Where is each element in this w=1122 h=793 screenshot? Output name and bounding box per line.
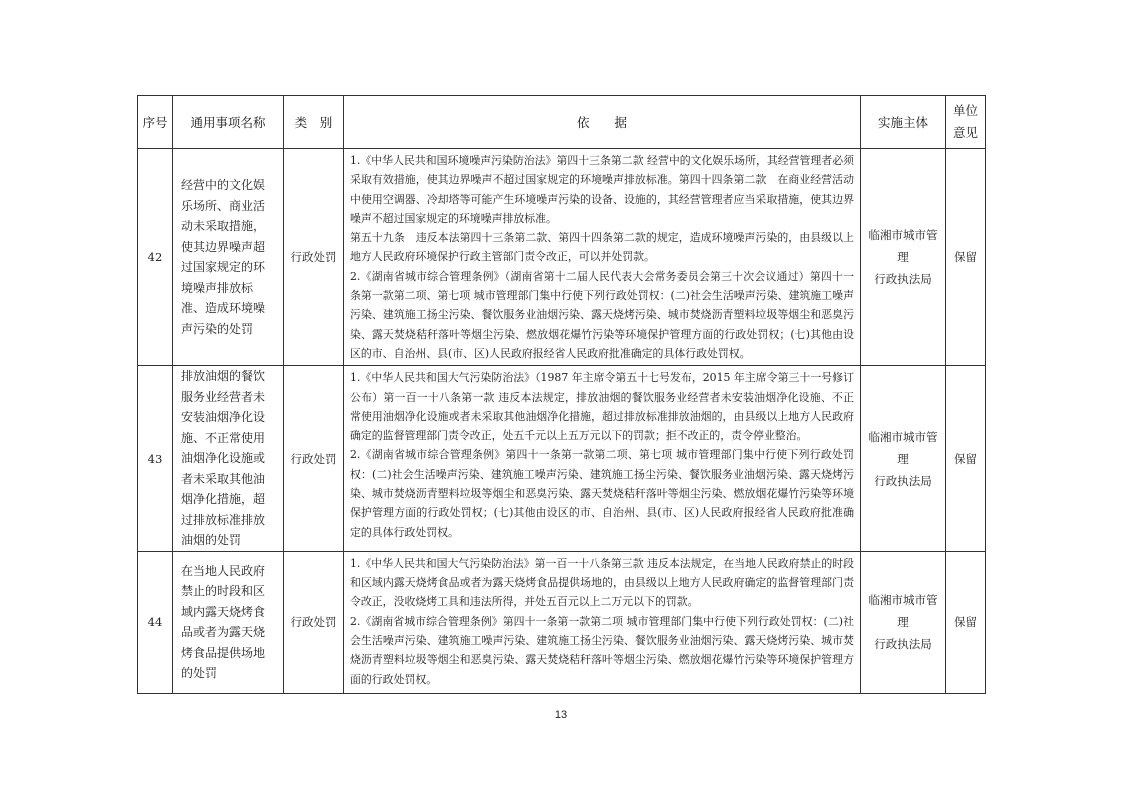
row-index: 44	[138, 551, 173, 693]
header-category: 类 别	[284, 96, 344, 149]
item-basis	[344, 366, 861, 552]
agency-line2: 行政执法局	[874, 637, 932, 652]
item-name: 在当地人民政府禁止的时段和区域内露天烧烤食品或者为露天烧烤食品提供场地的处罚	[173, 551, 284, 693]
header-opinion	[946, 96, 986, 149]
page-number: 13	[554, 709, 568, 721]
basis-paragraph: 1.《中华人民共和国环境噪声污染防治法》第四十三条第二款 经营中的文化娱乐场所，其经营管理者必须采取有效措施，使其边界噪声不超过国家规定的环境噪声排放标准。第四十四条第二款 在商业经营活动中使用空调器、冷却塔等可能产生环境噪声污染的设备、设施的，其经营管理者应当采取措施，使其边界噪声不超过国家规定的环境噪声排放标准。	[350, 154, 854, 225]
header-name: 通用事项名称	[173, 96, 284, 149]
agency-line1: 临湘市城市管理	[868, 228, 938, 265]
header-opinion-line1: 单位	[952, 103, 978, 118]
item-agency	[861, 551, 946, 693]
basis-paragraph: 2.《湖南省城市综合管理条例》第四十一条第一款第二项、第七项 城市管理部门集中行使下列行政处罚权：(二)社会生活噪声污染、建筑施工噪声污染、建筑施工扬尘污染、餐饮服务业油烟污染、露天烧烤污染、城市焚烧沥青塑料垃圾等烟尘和恶臭污染、露天焚烧秸秆落叶等烟尘污染、燃放烟花爆竹污染等环境保护管理方面的行政处罚权；(七)其他由设区的市、自治州、县(市、区)人民政府报经省人民政府批准确定的具体行政处罚权。	[350, 448, 854, 539]
item-category: 行政处罚	[284, 366, 344, 552]
items-table	[137, 95, 986, 694]
item-agency	[861, 149, 946, 366]
table-row	[138, 149, 986, 366]
item-agency	[861, 366, 946, 552]
basis-paragraph: 1.《中华人民共和国大气污染防治法》第一百一十八条第三款 违反本法规定，在当地人民政府禁止的时段和区域内露天烧烤食品或者为露天烧烤食品提供场地的，由县级以上地方人民政府确定的监督管理部门责令改正，没收烧烤工具和违法所得，并处五百元以上二万元以下的罚款。	[350, 556, 854, 609]
table-row	[138, 366, 986, 552]
row-index: 42	[138, 149, 173, 366]
item-category: 行政处罚	[284, 149, 344, 366]
basis-paragraph: 1.《中华人民共和国大气污染防治法》（1987 年主席令第五十七号发布，2015 年主席令第三十一号修订公布）第一百一十八条第一款 违反本法规定，排放油烟的餐饮服务业经营者未安装油烟净化设施、不正常使用油烟净化设施或者未采取其他油烟净化措施，超过排放标准排放油烟的，由县级以上地方人民政府确定的监督管理部门责令改正，处五千元以上五万元以下的罚款；拒不改正的，责令停业整治。	[350, 371, 854, 443]
item-category: 行政处罚	[284, 551, 344, 693]
item-basis	[344, 551, 861, 693]
basis-paragraph: 2.《湖南省城市综合管理条例》（湖南省第十二届人民代表大会常务委员会第三十次会议通过）第四十一条第一款第二项、第七项 城市管理部门集中行使下列行政处罚权：(二)社会生活噪声污染、建筑施工噪声污染、建筑施工扬尘污染、餐饮服务业油烟污染、露天烧烤污染、城市焚烧沥青塑料垃圾等烟尘和恶臭污染、露天焚烧秸秆落叶等烟尘污染、燃放烟花爆竹污染等环境保护管理方面的行政处罚权；(七)其他由设区的市、自治州、县(市、区)人民政府报经省人民政府批准确定的具体行政处罚权。	[350, 269, 854, 360]
item-name: 经营中的文化娱乐场所、商业活动未采取措施，使其边界噪声超过国家规定的环境噪声排放标准、造成环境噪声污染的处罚	[173, 149, 284, 366]
agency-line1: 临湘市城市管理	[868, 593, 938, 630]
item-opinion: 保留	[946, 366, 986, 552]
item-basis	[344, 149, 861, 366]
agency-line2: 行政执法局	[874, 272, 932, 287]
header-basis: 依 据	[344, 96, 861, 149]
header-index: 序号	[138, 96, 173, 149]
item-opinion: 保留	[946, 551, 986, 693]
item-opinion: 保留	[946, 149, 986, 366]
agency-line1: 临湘市城市管理	[868, 429, 938, 466]
agency-line2: 行政执法局	[874, 473, 932, 488]
row-index: 43	[138, 366, 173, 552]
item-name: 排放油烟的餐饮服务业经营者未安装油烟净化设施、不正常使用油烟净化设施或者未采取其他油烟净化措施，超过排放标准排放油烟的处罚	[173, 366, 284, 552]
basis-paragraph: 2.《湖南省城市综合管理条例》第四十一条第一款第二项 城市管理部门集中行使下列行政处罚权：(二)社会生活噪声污染、建筑施工噪声污染、建筑施工扬尘污染、餐饮服务业油烟污染、露天烧烤污染、城市焚烧沥青塑料垃圾等烟尘和恶臭污染、露天焚烧秸秆落叶等烟尘污染、燃放烟花爆竹污染等环境保护管理方面的行政处罚权。	[350, 614, 854, 686]
header-agency: 实施主体	[861, 96, 946, 149]
basis-paragraph: 第五十九条 违反本法第四十三条第二款、第四十四条第二款的规定，造成环境噪声污染的，由县级以上地方人民政府环境保护行政主管部门责令改正，可以并处罚款。	[350, 231, 854, 264]
header-row	[138, 96, 986, 149]
table-row	[138, 551, 986, 693]
header-opinion-line2: 意见	[952, 125, 978, 140]
